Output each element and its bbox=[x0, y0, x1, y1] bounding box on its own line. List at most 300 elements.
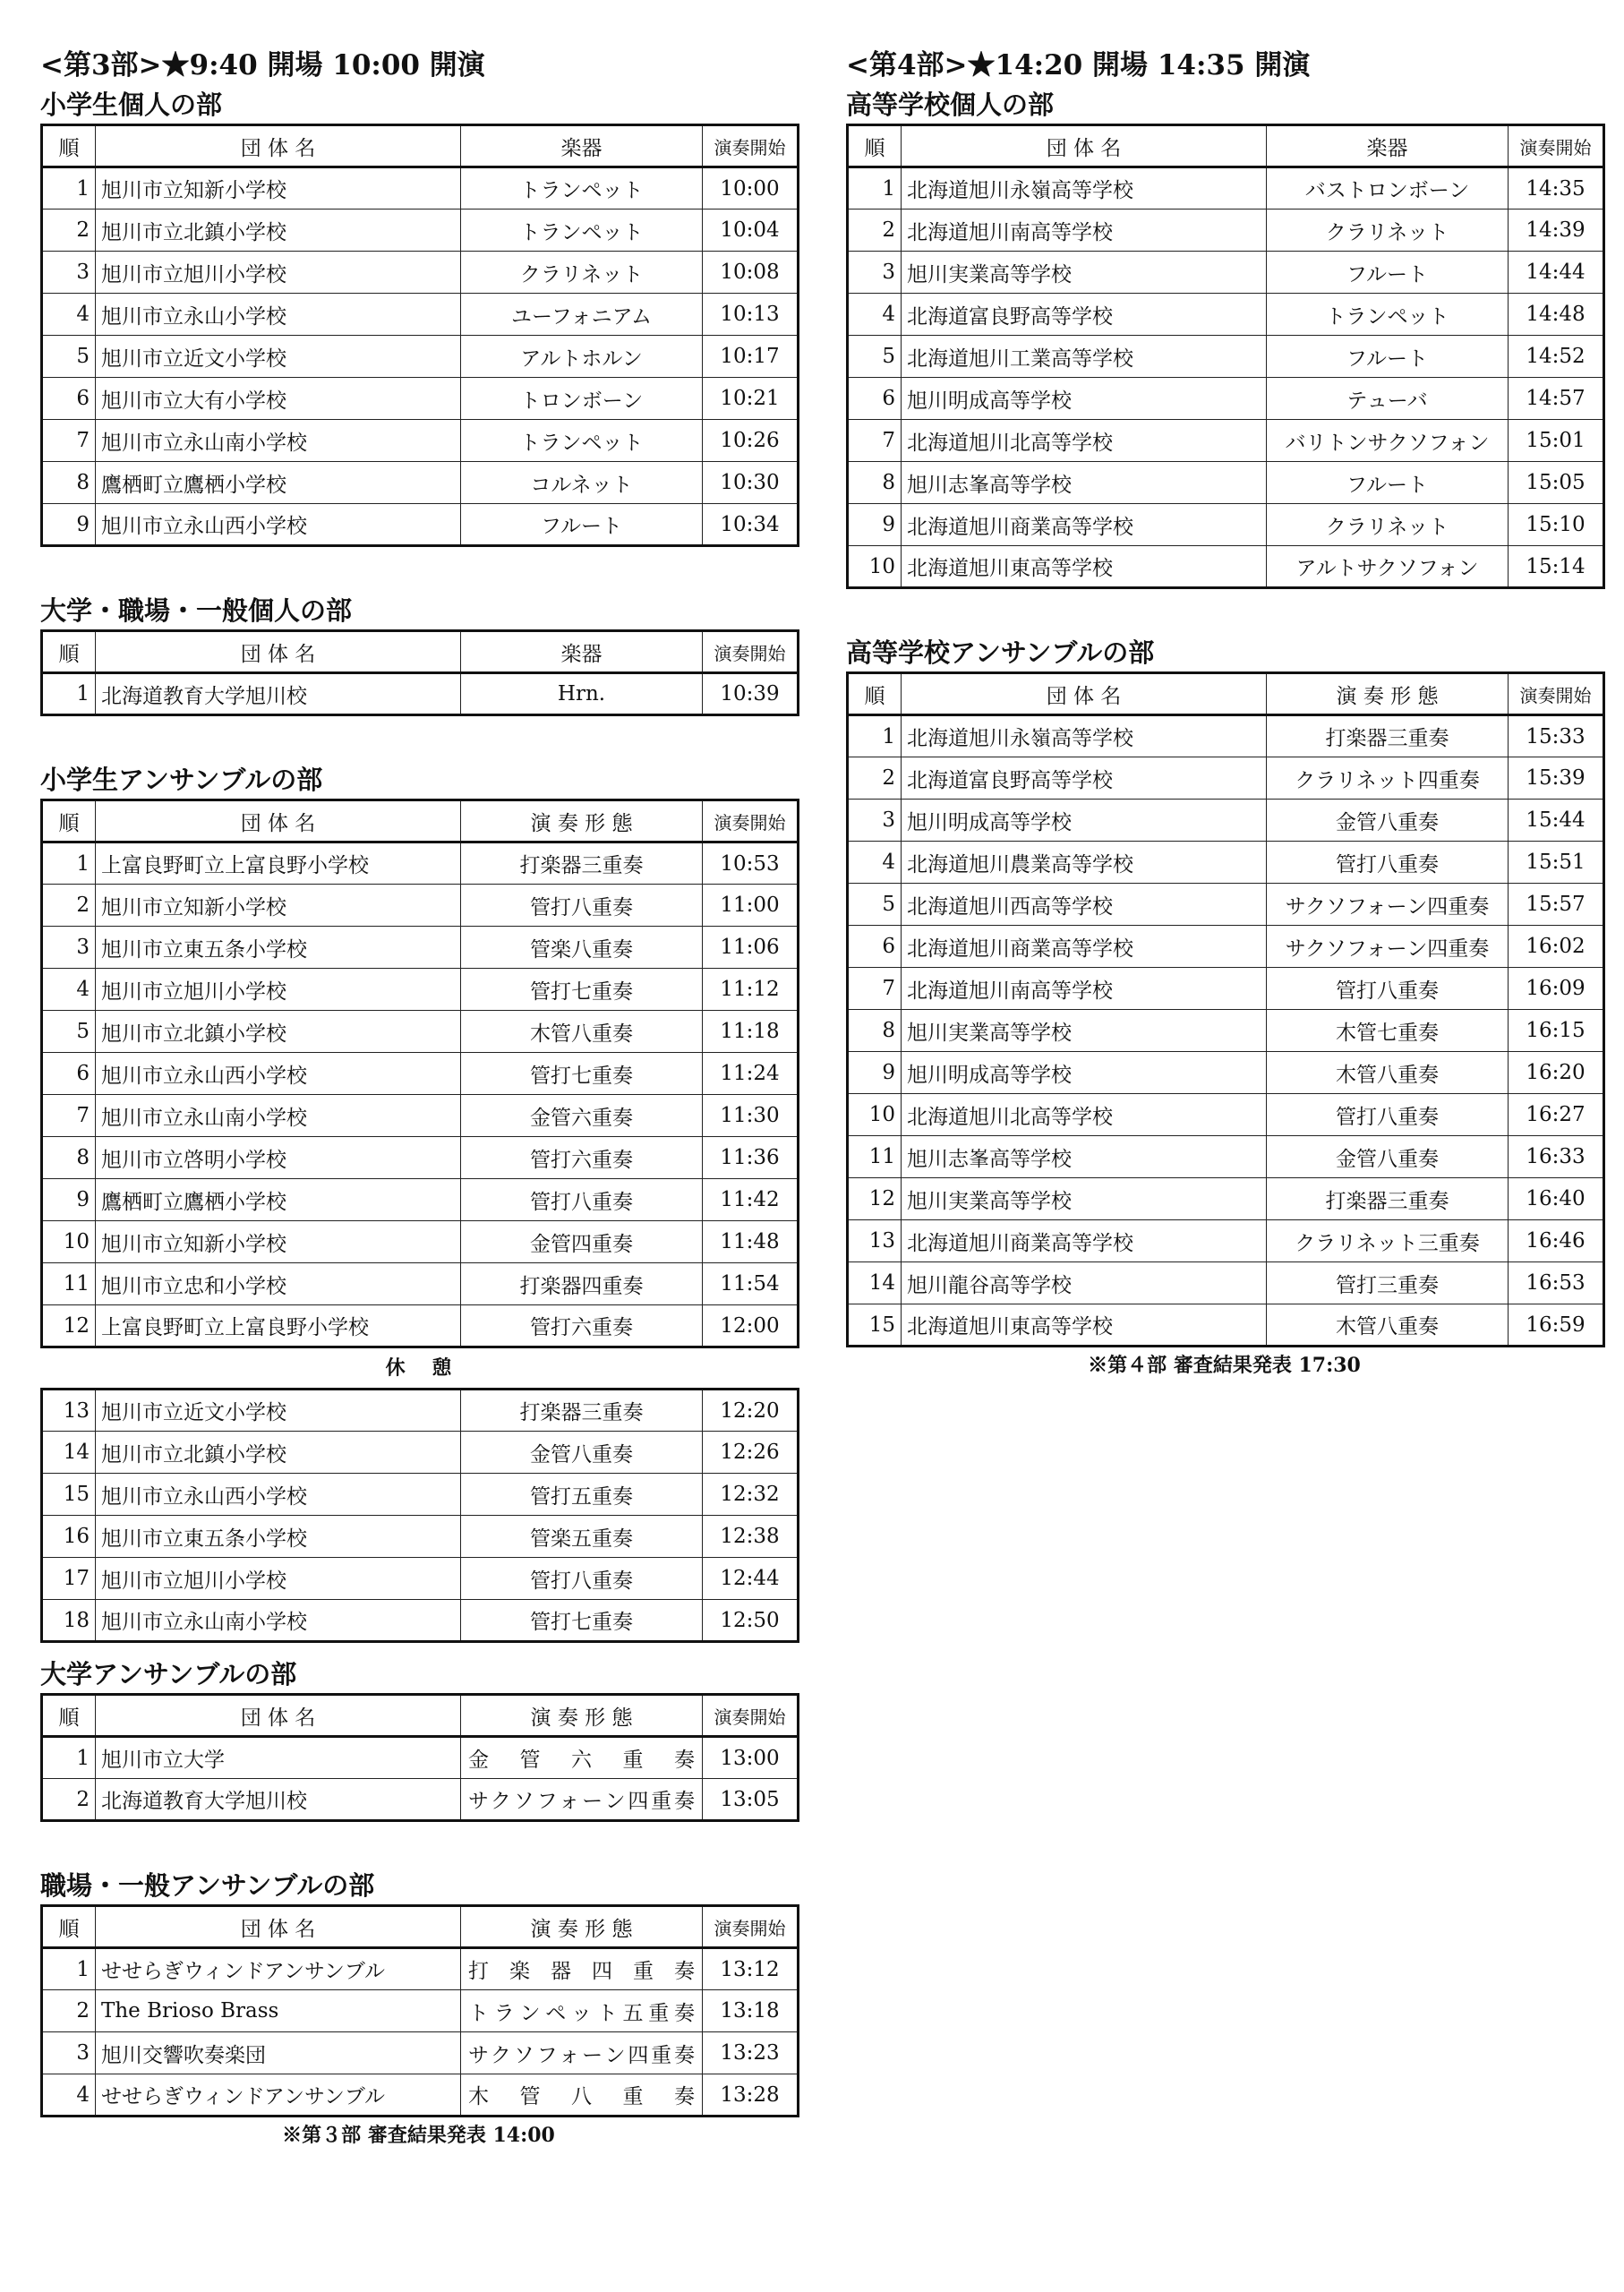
row-order: 2 bbox=[848, 757, 902, 800]
table-row bbox=[42, 294, 799, 336]
row-order: 7 bbox=[42, 420, 96, 462]
part4-header: <第4部>★14:20 開場 14:35 開演 bbox=[846, 49, 1311, 81]
row-group-name: 旭川市立大学 bbox=[96, 1737, 461, 1779]
row-performance: 管打七重奏 bbox=[461, 969, 703, 1011]
header-group-name: 団 体 名 bbox=[96, 1906, 461, 1948]
row-performance: サクソフォーン四重奏 bbox=[461, 1779, 703, 1821]
row-start-time: 10:30 bbox=[703, 462, 799, 504]
header-group-name: 団 体 名 bbox=[96, 1695, 461, 1737]
row-start-time: 16:09 bbox=[1509, 968, 1604, 1010]
header-order: 順 bbox=[848, 673, 902, 715]
row-start-time: 10:13 bbox=[703, 294, 799, 336]
table-row bbox=[42, 1179, 799, 1221]
row-group-name: 鷹栖町立鷹栖小学校 bbox=[96, 462, 461, 504]
row-order: 4 bbox=[42, 294, 96, 336]
row-order: 12 bbox=[848, 1178, 902, 1220]
row-order: 7 bbox=[848, 420, 902, 462]
header-instrument: 演 奏 形 態 bbox=[1267, 673, 1509, 715]
table-row bbox=[848, 842, 1604, 884]
row-order: 6 bbox=[42, 378, 96, 420]
row-group-name: 旭川市立北鎮小学校 bbox=[96, 1432, 461, 1474]
table-row bbox=[848, 926, 1604, 968]
table-row bbox=[42, 210, 799, 252]
table-row bbox=[848, 800, 1604, 842]
row-order: 13 bbox=[42, 1390, 96, 1432]
workplace-ensemble-table bbox=[40, 1904, 797, 2117]
row-start-time: 11:30 bbox=[703, 1095, 799, 1137]
row-performance: コルネット bbox=[461, 462, 703, 504]
table-row bbox=[848, 546, 1604, 588]
row-group-name: 旭川市立東五条小学校 bbox=[96, 1516, 461, 1558]
row-group-name: 鷹栖町立鷹栖小学校 bbox=[96, 1179, 461, 1221]
table-row bbox=[42, 1011, 799, 1053]
row-performance: 木管八重奏 bbox=[461, 1011, 703, 1053]
table-row bbox=[42, 1053, 799, 1095]
table-row bbox=[848, 884, 1604, 926]
row-performance: アルトサクソフォン bbox=[1267, 546, 1509, 588]
row-start-time: 13:12 bbox=[703, 1948, 799, 1990]
row-group-name: 旭川市立大有小学校 bbox=[96, 378, 461, 420]
elementary-solo-table bbox=[40, 124, 797, 547]
row-performance: 管打五重奏 bbox=[461, 1474, 703, 1516]
elementary-ensemble-table bbox=[40, 799, 797, 1348]
row-start-time: 12:20 bbox=[703, 1390, 799, 1432]
row-group-name: 北海道富良野高等学校 bbox=[902, 294, 1267, 336]
row-order: 16 bbox=[42, 1516, 96, 1558]
row-group-name: 旭川実業高等学校 bbox=[902, 252, 1267, 294]
row-start-time: 13:18 bbox=[703, 1990, 799, 2032]
table-row bbox=[42, 1948, 799, 1990]
row-performance: 金管八重奏 bbox=[461, 1432, 703, 1474]
row-start-time: 11:36 bbox=[703, 1137, 799, 1179]
table-header-row bbox=[42, 800, 799, 842]
row-group-name: 旭川市立永山西小学校 bbox=[96, 1053, 461, 1095]
row-group-name: 旭川交響吹奏楽団 bbox=[96, 2032, 461, 2074]
row-start-time: 11:24 bbox=[703, 1053, 799, 1095]
table-row bbox=[42, 378, 799, 420]
table-row bbox=[848, 968, 1604, 1010]
schedule-table bbox=[40, 1388, 799, 1643]
row-group-name: 旭川市立永山西小学校 bbox=[96, 504, 461, 546]
row-order: 1 bbox=[42, 1737, 96, 1779]
row-start-time: 12:32 bbox=[703, 1474, 799, 1516]
row-start-time: 10:00 bbox=[703, 167, 799, 210]
table-row bbox=[42, 1558, 799, 1600]
header-group-name: 団 体 名 bbox=[902, 673, 1267, 715]
row-order: 2 bbox=[848, 210, 902, 252]
header-start-time: 演奏開始 bbox=[703, 631, 799, 673]
highschool-solo-table bbox=[846, 124, 1603, 589]
table-row bbox=[848, 420, 1604, 462]
table-row bbox=[42, 1390, 799, 1432]
row-order: 6 bbox=[848, 926, 902, 968]
table-row bbox=[848, 757, 1604, 800]
row-order: 8 bbox=[42, 462, 96, 504]
row-performance: サクソフォーン四重奏 bbox=[1267, 884, 1509, 926]
elementary-ensemble-table-after-break bbox=[40, 1388, 797, 1643]
row-order: 5 bbox=[42, 336, 96, 378]
row-start-time: 11:00 bbox=[703, 885, 799, 927]
row-group-name: せせらぎウィンドアンサンブル bbox=[96, 1948, 461, 1990]
row-start-time: 12:50 bbox=[703, 1600, 799, 1642]
row-start-time: 16:27 bbox=[1509, 1094, 1604, 1136]
table-row bbox=[848, 1052, 1604, 1094]
row-group-name: 旭川市立知新小学校 bbox=[96, 885, 461, 927]
row-group-name: 旭川市立知新小学校 bbox=[96, 167, 461, 210]
table-row bbox=[848, 1262, 1604, 1304]
part4-column bbox=[846, 45, 1603, 1383]
row-group-name: 北海道旭川北高等学校 bbox=[902, 1094, 1267, 1136]
row-start-time: 10:08 bbox=[703, 252, 799, 294]
row-start-time: 15:10 bbox=[1509, 504, 1604, 546]
row-start-time: 14:57 bbox=[1509, 378, 1604, 420]
row-start-time: 14:52 bbox=[1509, 336, 1604, 378]
row-order: 3 bbox=[42, 2032, 96, 2074]
row-group-name: せせらぎウィンドアンサンブル bbox=[96, 2074, 461, 2117]
row-group-name: 旭川明成高等学校 bbox=[902, 378, 1267, 420]
header-order: 順 bbox=[42, 800, 96, 842]
table-header-row bbox=[42, 631, 799, 673]
table-row bbox=[848, 504, 1604, 546]
row-start-time: 12:26 bbox=[703, 1432, 799, 1474]
row-order: 9 bbox=[42, 504, 96, 546]
row-start-time: 11:12 bbox=[703, 969, 799, 1011]
row-order: 18 bbox=[42, 1600, 96, 1642]
row-start-time: 16:53 bbox=[1509, 1262, 1604, 1304]
row-group-name: 旭川実業高等学校 bbox=[902, 1178, 1267, 1220]
row-start-time: 15:01 bbox=[1509, 420, 1604, 462]
row-order: 8 bbox=[848, 462, 902, 504]
row-performance: アルトホルン bbox=[461, 336, 703, 378]
section-title-highschool-solo: 高等学校個人の部 bbox=[846, 90, 1055, 120]
row-start-time: 16:40 bbox=[1509, 1178, 1604, 1220]
row-performance: サクソフォーン四重奏 bbox=[461, 2032, 703, 2074]
highschool-ensemble-table bbox=[846, 671, 1603, 1347]
row-performance: トランペット bbox=[461, 167, 703, 210]
row-performance: 打 楽 器 四 重 奏 bbox=[461, 1948, 703, 1990]
schedule-table bbox=[846, 124, 1605, 589]
row-start-time: 14:48 bbox=[1509, 294, 1604, 336]
row-order: 2 bbox=[42, 1990, 96, 2032]
row-performance: クラリネット bbox=[461, 252, 703, 294]
row-order: 5 bbox=[848, 884, 902, 926]
university-solo-table bbox=[40, 629, 797, 716]
row-performance: フルート bbox=[1267, 462, 1509, 504]
row-group-name: 北海道教育大学旭川校 bbox=[96, 1779, 461, 1821]
row-performance: クラリネット四重奏 bbox=[1267, 757, 1509, 800]
row-performance: 管打六重奏 bbox=[461, 1305, 703, 1347]
part3-result-note: ※第３部 審査結果発表 14:00 bbox=[282, 2124, 555, 2147]
row-performance: トランペット bbox=[461, 420, 703, 462]
schedule-table bbox=[40, 799, 799, 1348]
row-order: 4 bbox=[848, 294, 902, 336]
row-performance: トランペット bbox=[1267, 294, 1509, 336]
row-order: 14 bbox=[42, 1432, 96, 1474]
row-start-time: 10:04 bbox=[703, 210, 799, 252]
row-group-name: 北海道旭川永嶺高等学校 bbox=[902, 167, 1267, 210]
row-order: 10 bbox=[42, 1221, 96, 1263]
row-order: 3 bbox=[42, 927, 96, 969]
row-order: 7 bbox=[42, 1095, 96, 1137]
row-order: 13 bbox=[848, 1220, 902, 1262]
row-order: 3 bbox=[848, 800, 902, 842]
table-row bbox=[848, 1178, 1604, 1220]
row-performance: 管打三重奏 bbox=[1267, 1262, 1509, 1304]
row-performance: 木管八重奏 bbox=[1267, 1304, 1509, 1347]
row-start-time: 10:21 bbox=[703, 378, 799, 420]
row-group-name: The Brioso Brass bbox=[96, 1990, 461, 2032]
table-row bbox=[848, 715, 1604, 757]
table-row bbox=[42, 2074, 799, 2117]
table-row bbox=[42, 1600, 799, 1642]
header-order: 順 bbox=[42, 1906, 96, 1948]
row-performance: 打楽器三重奏 bbox=[1267, 1178, 1509, 1220]
row-start-time: 10:17 bbox=[703, 336, 799, 378]
row-group-name: 旭川市立北鎮小学校 bbox=[96, 210, 461, 252]
table-row bbox=[848, 1136, 1604, 1178]
row-start-time: 13:28 bbox=[703, 2074, 799, 2117]
header-group-name: 団 体 名 bbox=[902, 125, 1267, 167]
table-row bbox=[848, 210, 1604, 252]
table-row bbox=[42, 1516, 799, 1558]
row-start-time: 15:57 bbox=[1509, 884, 1604, 926]
row-group-name: 北海道旭川南高等学校 bbox=[902, 210, 1267, 252]
table-row bbox=[848, 336, 1604, 378]
row-group-name: 北海道旭川永嶺高等学校 bbox=[902, 715, 1267, 757]
table-row bbox=[848, 1220, 1604, 1262]
row-performance: クラリネット bbox=[1267, 210, 1509, 252]
row-start-time: 11:48 bbox=[703, 1221, 799, 1263]
row-order: 3 bbox=[42, 252, 96, 294]
row-group-name: 上富良野町立上富良野小学校 bbox=[96, 842, 461, 885]
row-performance: サクソフォーン四重奏 bbox=[1267, 926, 1509, 968]
row-order: 4 bbox=[42, 2074, 96, 2117]
row-group-name: 旭川龍谷高等学校 bbox=[902, 1262, 1267, 1304]
row-group-name: 旭川市立永山西小学校 bbox=[96, 1474, 461, 1516]
row-group-name: 旭川市立旭川小学校 bbox=[96, 252, 461, 294]
row-order: 11 bbox=[848, 1136, 902, 1178]
row-start-time: 15:39 bbox=[1509, 757, 1604, 800]
table-row bbox=[42, 167, 799, 210]
row-group-name: 旭川志峯高等学校 bbox=[902, 462, 1267, 504]
row-performance: 管打八重奏 bbox=[461, 885, 703, 927]
header-start-time: 演奏開始 bbox=[703, 125, 799, 167]
table-row bbox=[42, 1432, 799, 1474]
row-performance: 管打七重奏 bbox=[461, 1053, 703, 1095]
header-order: 順 bbox=[42, 125, 96, 167]
row-group-name: 北海道旭川東高等学校 bbox=[902, 1304, 1267, 1347]
row-group-name: 旭川市立東五条小学校 bbox=[96, 927, 461, 969]
row-order: 1 bbox=[42, 673, 96, 715]
row-performance: 木管七重奏 bbox=[1267, 1010, 1509, 1052]
table-row bbox=[848, 1304, 1604, 1347]
row-group-name: 北海道富良野高等学校 bbox=[902, 757, 1267, 800]
row-order: 5 bbox=[848, 336, 902, 378]
row-order: 1 bbox=[42, 167, 96, 210]
row-performance: フルート bbox=[461, 504, 703, 546]
row-start-time: 15:33 bbox=[1509, 715, 1604, 757]
row-performance: 木管八重奏 bbox=[1267, 1052, 1509, 1094]
row-group-name: 旭川市立近文小学校 bbox=[96, 1390, 461, 1432]
table-row bbox=[42, 1779, 799, 1821]
row-start-time: 15:05 bbox=[1509, 462, 1604, 504]
header-instrument: 演 奏 形 態 bbox=[461, 1906, 703, 1948]
header-instrument: 楽器 bbox=[461, 125, 703, 167]
row-performance: クラリネット bbox=[1267, 504, 1509, 546]
schedule-table bbox=[40, 124, 799, 547]
row-performance: 金 管 六 重 奏 bbox=[461, 1737, 703, 1779]
table-row bbox=[42, 336, 799, 378]
row-performance: 管打八重奏 bbox=[461, 1179, 703, 1221]
university-ensemble-table bbox=[40, 1693, 797, 1822]
row-group-name: 旭川市立永山南小学校 bbox=[96, 1095, 461, 1137]
table-row bbox=[848, 1010, 1604, 1052]
row-group-name: 旭川明成高等学校 bbox=[902, 800, 1267, 842]
row-order: 8 bbox=[42, 1137, 96, 1179]
row-start-time: 10:26 bbox=[703, 420, 799, 462]
row-performance: 管打八重奏 bbox=[1267, 968, 1509, 1010]
part3-header: <第3部>★9:40 開場 10:00 開演 bbox=[40, 49, 485, 81]
row-performance: 管打八重奏 bbox=[461, 1558, 703, 1600]
table-header-row bbox=[848, 673, 1604, 715]
schedule-table bbox=[40, 1904, 799, 2117]
row-group-name: 上富良野町立上富良野小学校 bbox=[96, 1305, 461, 1347]
table-header-row bbox=[42, 125, 799, 167]
table-row bbox=[42, 504, 799, 546]
row-order: 10 bbox=[848, 1094, 902, 1136]
row-performance: 打楽器三重奏 bbox=[461, 1390, 703, 1432]
table-row bbox=[42, 1221, 799, 1263]
row-order: 6 bbox=[42, 1053, 96, 1095]
row-performance: バストロンボーン bbox=[1267, 167, 1509, 210]
table-row bbox=[42, 969, 799, 1011]
section-title-university-solo: 大学・職場・一般個人の部 bbox=[40, 595, 353, 626]
row-group-name: 旭川市立永山南小学校 bbox=[96, 1600, 461, 1642]
row-group-name: 北海道旭川農業高等学校 bbox=[902, 842, 1267, 884]
table-row bbox=[42, 1095, 799, 1137]
row-group-name: 北海道旭川工業高等学校 bbox=[902, 336, 1267, 378]
row-start-time: 11:54 bbox=[703, 1263, 799, 1305]
row-group-name: 旭川市立北鎮小学校 bbox=[96, 1011, 461, 1053]
table-row bbox=[42, 842, 799, 885]
row-start-time: 15:14 bbox=[1509, 546, 1604, 588]
row-start-time: 11:06 bbox=[703, 927, 799, 969]
part3-column bbox=[40, 45, 797, 2153]
row-order: 8 bbox=[848, 1010, 902, 1052]
row-order: 2 bbox=[42, 210, 96, 252]
header-group-name: 団 体 名 bbox=[96, 800, 461, 842]
table-row bbox=[42, 2032, 799, 2074]
row-group-name: 旭川市立知新小学校 bbox=[96, 1221, 461, 1263]
row-start-time: 16:15 bbox=[1509, 1010, 1604, 1052]
row-start-time: 10:39 bbox=[703, 673, 799, 715]
table-row bbox=[848, 167, 1604, 210]
row-group-name: 北海道旭川南高等学校 bbox=[902, 968, 1267, 1010]
header-group-name: 団 体 名 bbox=[96, 125, 461, 167]
table-row bbox=[42, 1263, 799, 1305]
table-row bbox=[42, 927, 799, 969]
row-performance: 打楽器四重奏 bbox=[461, 1263, 703, 1305]
table-row bbox=[42, 673, 799, 715]
header-instrument: 楽器 bbox=[1267, 125, 1509, 167]
row-start-time: 16:33 bbox=[1509, 1136, 1604, 1178]
table-header-row bbox=[42, 1906, 799, 1948]
row-order: 1 bbox=[42, 1948, 96, 1990]
row-group-name: 旭川市立啓明小学校 bbox=[96, 1137, 461, 1179]
row-group-name: 旭川市立永山小学校 bbox=[96, 294, 461, 336]
row-performance: 管楽八重奏 bbox=[461, 927, 703, 969]
row-performance: Hrn. bbox=[461, 673, 703, 715]
row-group-name: 北海道旭川商業高等学校 bbox=[902, 504, 1267, 546]
header-start-time: 演奏開始 bbox=[1509, 673, 1604, 715]
section-title-elementary-solo: 小学生個人の部 bbox=[40, 90, 223, 120]
row-performance: クラリネット三重奏 bbox=[1267, 1220, 1509, 1262]
row-group-name: 旭川明成高等学校 bbox=[902, 1052, 1267, 1094]
row-start-time: 10:34 bbox=[703, 504, 799, 546]
row-order: 15 bbox=[42, 1474, 96, 1516]
schedule-table bbox=[40, 629, 799, 716]
table-header-row bbox=[848, 125, 1604, 167]
row-start-time: 14:39 bbox=[1509, 210, 1604, 252]
table-row bbox=[42, 252, 799, 294]
table-row bbox=[848, 378, 1604, 420]
table-row bbox=[848, 252, 1604, 294]
row-start-time: 16:20 bbox=[1509, 1052, 1604, 1094]
row-start-time: 13:00 bbox=[703, 1737, 799, 1779]
table-row bbox=[42, 885, 799, 927]
row-start-time: 11:18 bbox=[703, 1011, 799, 1053]
row-start-time: 13:23 bbox=[703, 2032, 799, 2074]
row-order: 2 bbox=[42, 885, 96, 927]
row-performance: 管打七重奏 bbox=[461, 1600, 703, 1642]
row-order: 14 bbox=[848, 1262, 902, 1304]
row-performance: 管打八重奏 bbox=[1267, 842, 1509, 884]
row-start-time: 12:44 bbox=[703, 1558, 799, 1600]
header-start-time: 演奏開始 bbox=[1509, 125, 1604, 167]
row-performance: フルート bbox=[1267, 336, 1509, 378]
row-group-name: 旭川市立近文小学校 bbox=[96, 336, 461, 378]
table-row bbox=[848, 462, 1604, 504]
row-group-name: 旭川市立忠和小学校 bbox=[96, 1263, 461, 1305]
section-title-highschool-ensemble: 高等学校アンサンブルの部 bbox=[846, 637, 1155, 668]
row-group-name: 旭川実業高等学校 bbox=[902, 1010, 1267, 1052]
row-group-name: 北海道旭川北高等学校 bbox=[902, 420, 1267, 462]
row-performance: トロンボーン bbox=[461, 378, 703, 420]
table-row bbox=[42, 1137, 799, 1179]
row-performance: フルート bbox=[1267, 252, 1509, 294]
row-performance: トランペット五重奏 bbox=[461, 1990, 703, 2032]
row-start-time: 16:46 bbox=[1509, 1220, 1604, 1262]
row-performance: ユーフォニアム bbox=[461, 294, 703, 336]
row-order: 10 bbox=[848, 546, 902, 588]
row-performance: 管楽五重奏 bbox=[461, 1516, 703, 1558]
row-group-name: 北海道旭川西高等学校 bbox=[902, 884, 1267, 926]
row-start-time: 16:02 bbox=[1509, 926, 1604, 968]
row-performance: トランペット bbox=[461, 210, 703, 252]
row-performance: 打楽器三重奏 bbox=[1267, 715, 1509, 757]
row-start-time: 12:38 bbox=[703, 1516, 799, 1558]
header-instrument: 演 奏 形 態 bbox=[461, 1695, 703, 1737]
row-order: 4 bbox=[848, 842, 902, 884]
header-order: 順 bbox=[42, 631, 96, 673]
row-start-time: 16:59 bbox=[1509, 1304, 1604, 1347]
header-order: 順 bbox=[848, 125, 902, 167]
row-order: 5 bbox=[42, 1011, 96, 1053]
row-order: 12 bbox=[42, 1305, 96, 1347]
row-group-name: 旭川市立旭川小学校 bbox=[96, 1558, 461, 1600]
row-order: 1 bbox=[848, 167, 902, 210]
row-group-name: 旭川市立旭川小学校 bbox=[96, 969, 461, 1011]
